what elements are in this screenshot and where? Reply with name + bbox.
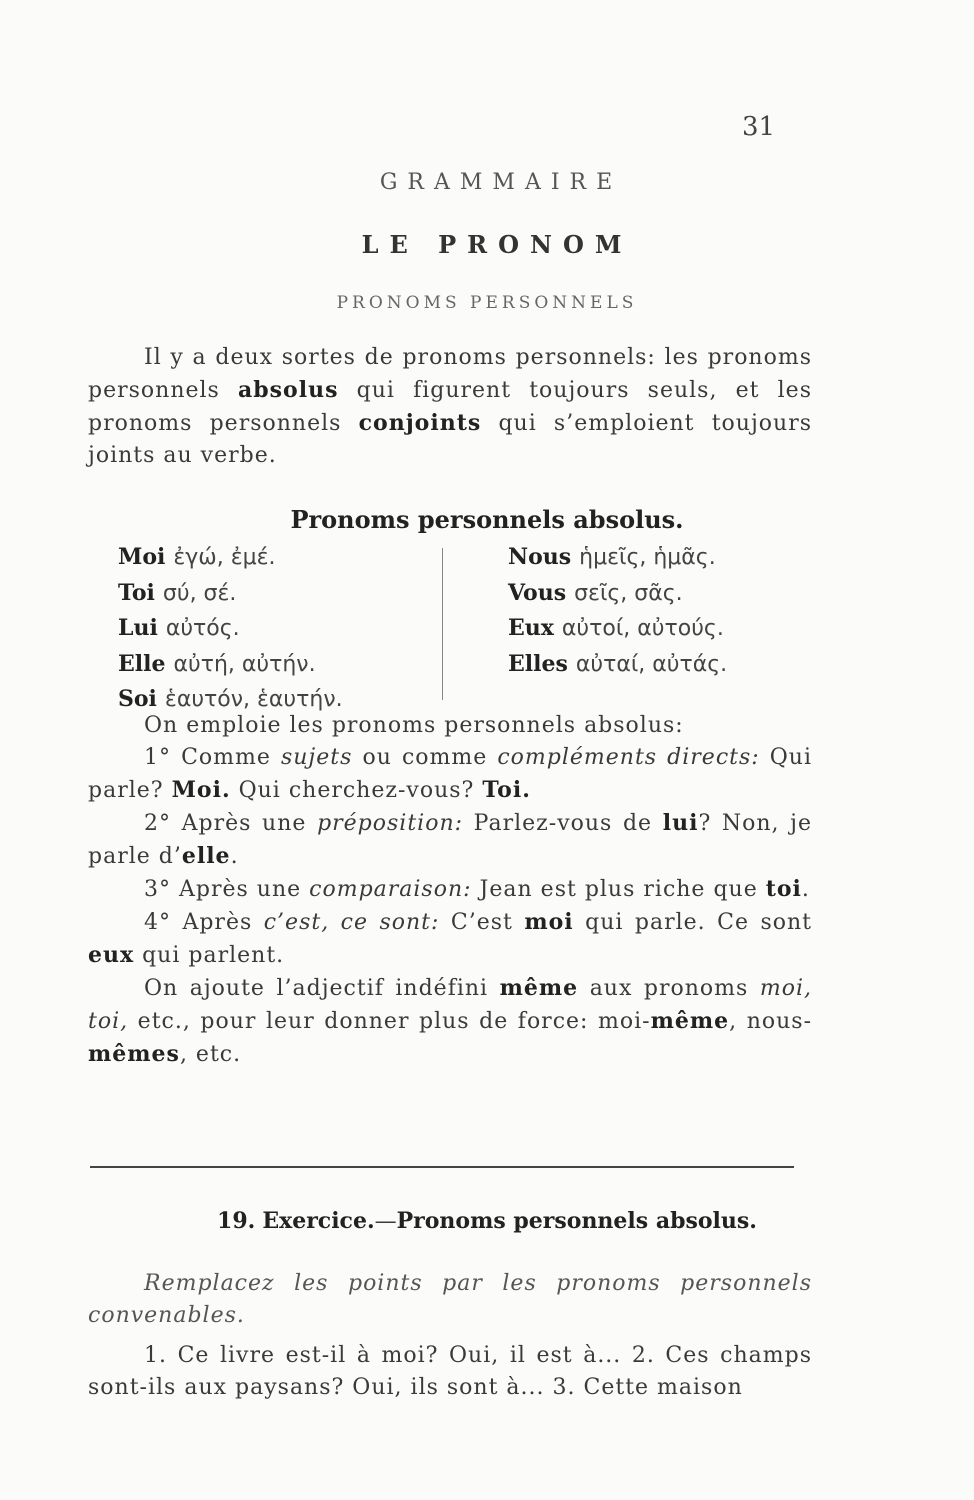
pronoun-row: Lui αὐτός. bbox=[118, 615, 240, 641]
subchapter-title: PRONOMS PERSONNELS bbox=[336, 293, 638, 313]
pronoun-row: Elle αὐτή, αὐτήν. bbox=[118, 650, 316, 677]
pronoun-row: Vous σεῖς, σᾶς. bbox=[508, 579, 683, 606]
page-number: 31 bbox=[742, 112, 776, 142]
table-title: Pronoms personnels absolus. bbox=[290, 505, 684, 534]
section-title: GRAMMAIRE bbox=[379, 170, 623, 195]
usage-rule: 1° Comme sujets ou comme compléments directs: Qui parle? Moi. Qui cherchez-vous? Toi. bbox=[88, 745, 812, 803]
pronoun-row: Toi σύ, σέ. bbox=[118, 579, 237, 606]
pronoun-row: Moi ἐγώ, ἐμέ. bbox=[118, 544, 276, 570]
usage-section bbox=[88, 710, 812, 1071]
table-divider bbox=[442, 548, 443, 700]
pronoun-table-plural bbox=[508, 540, 727, 682]
usage-rule: 4° Après c’est, ce sont: C’est moi qui parle. Ce sont eux qui parlent. bbox=[88, 909, 812, 968]
exercise-title: 19. Exercice.—Pronoms personnels absolus. bbox=[217, 1208, 757, 1234]
pronoun-row: Soi ἑαυτόν, ἑαυτήν. bbox=[118, 686, 343, 712]
usage-rule: 2° Après une préposition: Parlez-vous de lui? Non, je parle d’elle. bbox=[88, 810, 812, 869]
pronoun-row: Eux αὐτοί, αὐτούς. bbox=[508, 615, 724, 641]
pronoun-table-singular bbox=[118, 540, 343, 718]
usage-lead: On emploie les pronoms personnels absolus: bbox=[144, 713, 684, 738]
chapter-title: LE PRONOM bbox=[361, 230, 633, 259]
pronoun-row: Elles αὐταί, αὐτάς. bbox=[508, 650, 728, 677]
exercise-instruction: Remplacez les points par les pronoms personnels convenables. bbox=[88, 1271, 812, 1328]
section-divider bbox=[90, 1166, 794, 1168]
intro-paragraph: Il y a deux sortes de pronoms personnels: les pronoms personnels absolus qui figurent toujours seuls, et les pronoms personnels conjoints qui s’emploient toujours joints au verbe. bbox=[88, 345, 812, 468]
exercise-text: 1. Ce livre est-il à moi? Oui, il est à... 2. Ces champs sont-ils aux paysans? Oui, ils sont à... 3. Cette maison bbox=[88, 1343, 812, 1400]
usage-rule: 3° Après une comparaison: Jean est plus riche que toi. bbox=[144, 876, 810, 902]
pronoun-row: Nous ἡμεῖς, ἡμᾶς. bbox=[508, 544, 716, 570]
usage-note: On ajoute l’adjectif indéfini même aux pronoms moi, toi, etc., pour leur donner plus de force: moi-même, nous-mêmes, etc. bbox=[88, 975, 813, 1067]
